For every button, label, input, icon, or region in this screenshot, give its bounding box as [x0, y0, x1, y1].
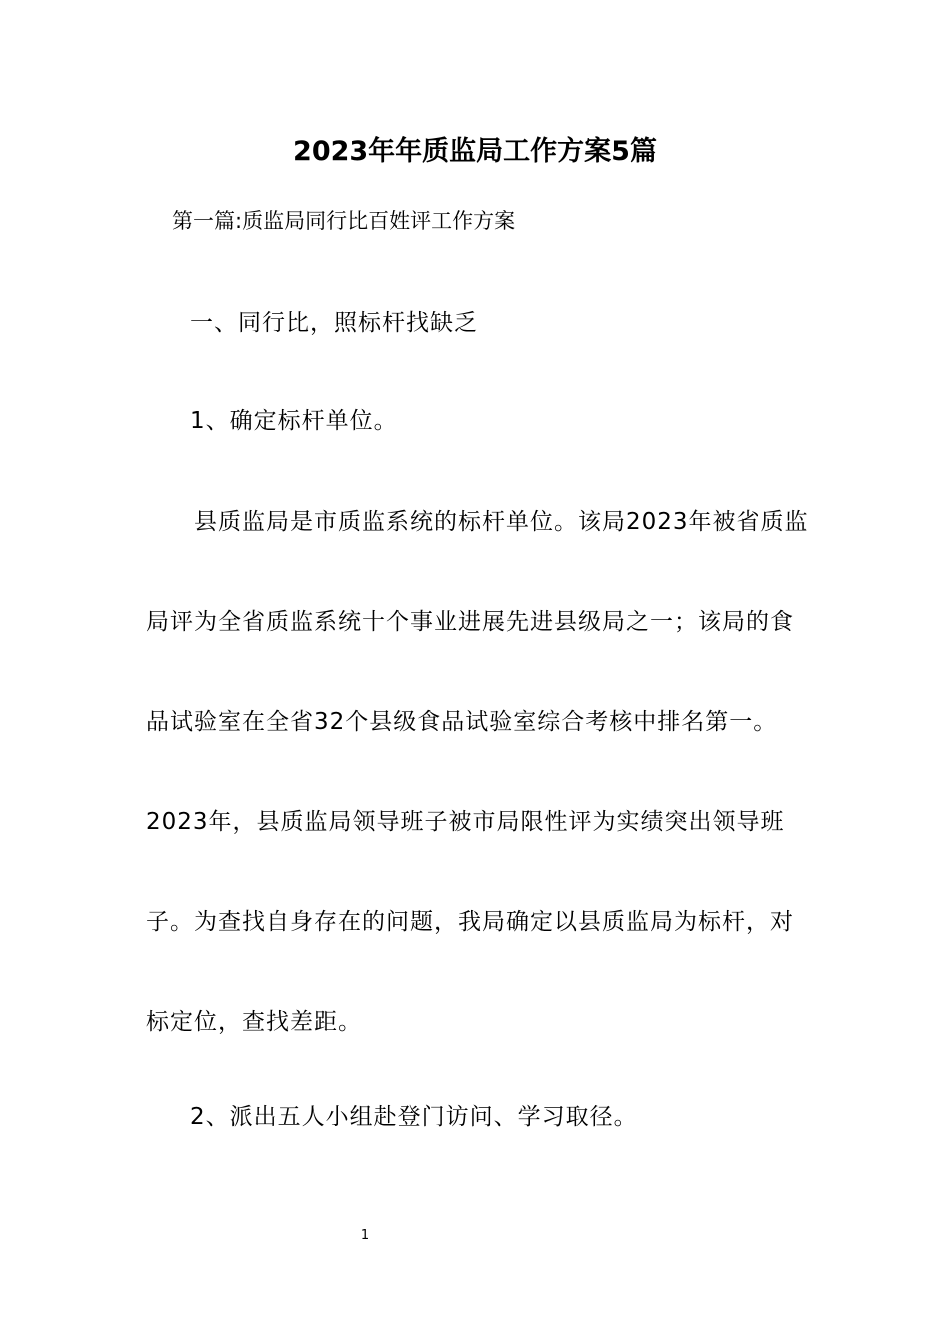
paragraph-line: 局评为全省质监系统十个事业进展先进县级局之一；该局的食 — [146, 609, 794, 635]
paragraph-line: 子。为查找自身存在的问题，我局确定以县质监局为标杆，对 — [146, 909, 794, 935]
paragraph-line: 标定位，查找差距。 — [146, 1009, 362, 1035]
section-heading: 一、同行比，照标杆找缺乏 — [190, 310, 478, 336]
list-item-2: 2、派出五人小组赴登门访问、学习取径。 — [190, 1104, 638, 1130]
page-number: 1 — [360, 1228, 370, 1243]
paragraph-line: 县质监局是市质监系统的标杆单位。该局2023年被省质监 — [194, 509, 809, 535]
list-item-1: 1、确定标杆单位。 — [190, 408, 398, 434]
paragraph-line: 2023年，县质监局领导班子被市局限性评为实绩突出领导班 — [146, 809, 785, 835]
paragraph-line: 品试验室在全省32个县级食品试验室综合考核中排名第一。 — [146, 709, 778, 735]
document-subtitle: 第一篇:质监局同行比百姓评工作方案 — [172, 209, 516, 233]
document-title: 2023年年质监局工作方案5篇 — [293, 136, 657, 167]
body-paragraph — [146, 502, 811, 1102]
